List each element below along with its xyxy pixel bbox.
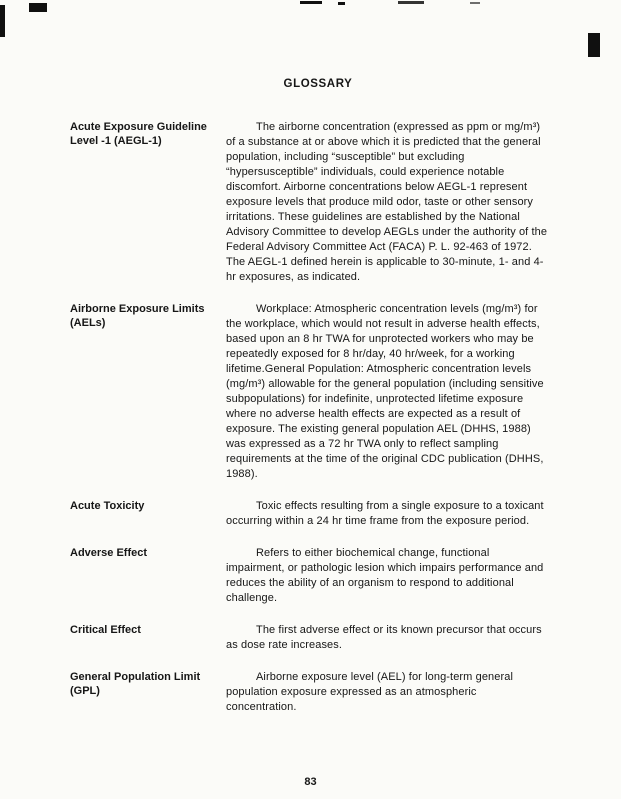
scan-artifact	[0, 5, 5, 37]
scan-artifact	[338, 2, 345, 5]
glossary-term: Adverse Effect	[70, 547, 148, 559]
glossary-entry	[70, 499, 566, 529]
glossary-definition: Airborne exposure level (AEL) for long-term general population exposure expressed as an atmospheric concentration.	[226, 671, 513, 713]
glossary-entry	[70, 546, 566, 606]
glossary-content	[70, 78, 566, 732]
glossary-term: General Population Limit (GPL)	[70, 671, 201, 697]
page-title: GLOSSARY	[283, 78, 353, 90]
glossary-definition: Refers to either biochemical change, functional impairment, or pathologic lesion which impairs performance and reduces the ability of an organism to respond to additional challenge.	[226, 547, 544, 604]
glossary-term: Airborne Exposure Limits (AELs)	[70, 303, 205, 329]
glossary-term: Critical Effect	[70, 624, 141, 636]
glossary-definition: Toxic effects resulting from a single exposure to a toxicant occurring within a 24 hr time frame from the exposure period.	[226, 500, 544, 527]
scan-artifact	[470, 2, 480, 4]
glossary-definition: The airborne concentration (expressed as ppm or mg/m³) of a substance at or above which it is predicted that the general population, including “susceptible” but excluding “hypersusceptible” individuals, could experience notable discomfort. Airborne concentrations below AEGL-1 represent exposure levels that produce mild odor, taste or other sensory irritations. These guidelines are established by the National Advisory Committee to develop AEGLs under the authority of the Federal Advisory Committee Act (FACA) P. L. 92-463 of 1972. The AEGL-1 defined herein is applicable to 30-minute, 1- and 4-hr exposures, as indicated.	[226, 121, 548, 283]
scan-artifact	[29, 3, 47, 12]
glossary-definition: Workplace: Atmospheric concentration levels (mg/m³) for the workplace, which would not result in adverse health effects, based upon an 8 hr TWA for unprotected workers who may be repeatedly exposed for 8 hr/day, 40 hr/week, for a working lifetime.General Population: Atmospheric concentration levels (mg/m³) allowable for the general population (including sensitive subpopulations) for indefinite, unprotected lifetime exposure where no adverse health effects are expected as a result of exposure. The existing general population AEL (DHHS, 1988) was expressed as a 72 hr TWA only to reflect sampling requirements at the time of the original CDC publication (DHHS, 1988).	[226, 303, 544, 480]
glossary-term: Acute Toxicity	[70, 500, 145, 512]
scan-artifact	[300, 1, 322, 4]
scan-artifact	[398, 1, 424, 4]
glossary-definition: The first adverse effect or its known precursor that occurs as dose rate increases.	[226, 624, 542, 651]
glossary-entries	[70, 120, 566, 715]
glossary-term: Acute Exposure Guideline Level -1 (AEGL-1)	[70, 121, 207, 147]
scan-artifact	[588, 33, 600, 57]
page-number: 83	[304, 776, 317, 788]
glossary-entry	[70, 623, 566, 653]
glossary-entry	[70, 670, 566, 715]
glossary-entry	[70, 302, 566, 482]
glossary-entry	[70, 120, 566, 285]
